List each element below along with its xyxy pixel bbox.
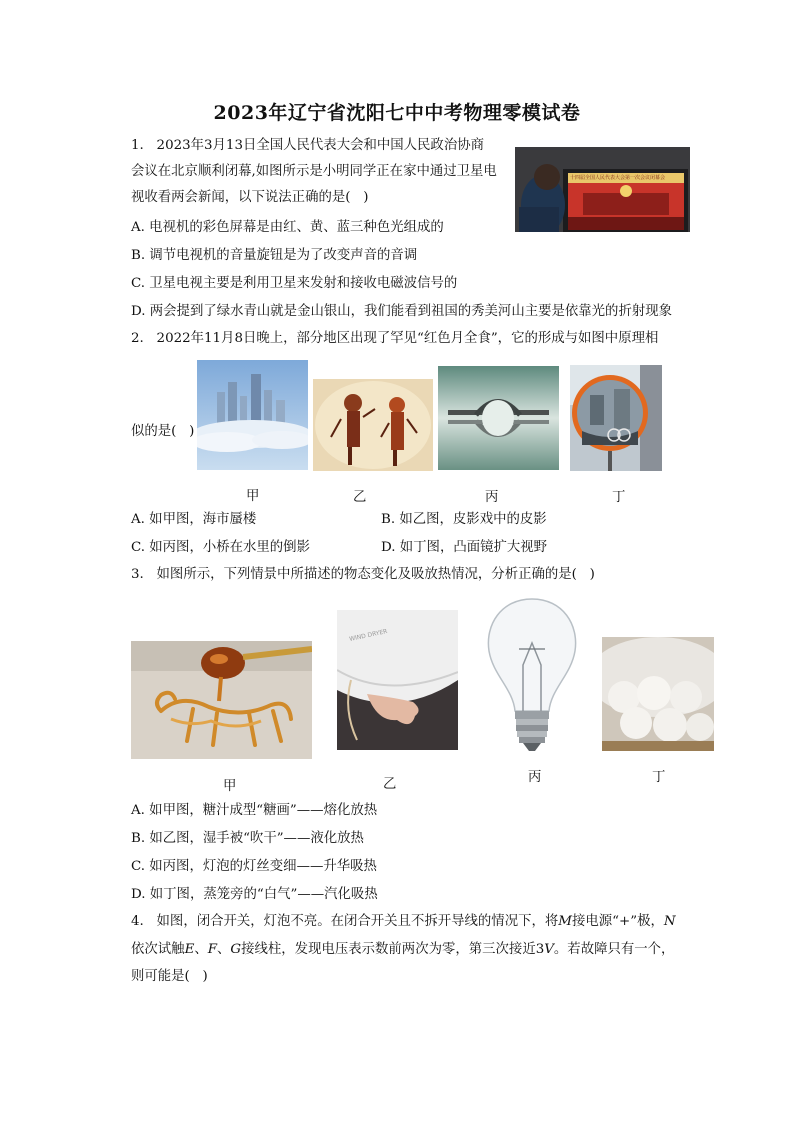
q4-var-n: N xyxy=(663,914,676,929)
bridge-reflection-photo xyxy=(438,366,559,470)
sugar-painting-photo xyxy=(131,641,312,759)
shadow-puppet-photo xyxy=(313,379,433,471)
q4-stem-line-1 xyxy=(131,913,676,931)
dryer-label: WIND DRYER xyxy=(348,628,389,643)
q2-caption-ding: 丁 xyxy=(612,490,626,505)
hand-dryer-photo xyxy=(337,610,458,750)
q4-sep-1: 、 xyxy=(194,942,208,957)
q3-caption-jia: 甲 xyxy=(223,779,237,794)
q2-option-a: A. 如甲图，海市蜃楼 xyxy=(131,512,257,527)
convex-mirror-photo xyxy=(570,365,662,471)
q1-stem-line-2: 会议在北京顺利闭幕,如图所示是小明同学正在家中通过卫星电 xyxy=(131,164,497,179)
q3-option-a: A. 如甲图，糖汁成型“糖画”——熔化放热 xyxy=(131,803,378,818)
q4-stem-line-3: 则可能是( ) xyxy=(131,969,208,984)
q4-text-2b: 接线柱，发现电压表示数前两次为零，第三次接近3 xyxy=(241,942,545,957)
q2-caption-jia: 甲 xyxy=(246,489,260,504)
q2-option-b: B. 如乙图，皮影戏中的皮影 xyxy=(381,512,547,527)
q1-stem-line-1: 1. 2023年3月13日全国人民代表大会和中国人民政治协商 xyxy=(131,138,484,153)
q1-option-b: B. 调节电视机的音量旋钮是为了改变声音的音调 xyxy=(131,248,418,263)
q4-sep-2: 、 xyxy=(217,942,231,957)
q3-option-b: B. 如乙图，湿手被“吹干”——液化放热 xyxy=(131,831,364,846)
tv-banner-text: 十四届全国人民代表大会第一次会议闭幕会 xyxy=(570,175,666,181)
q4-var-f: F xyxy=(207,942,218,957)
q2-caption-bing: 丙 xyxy=(485,490,499,505)
q2-option-d: D. 如丁图，凸面镜扩大视野 xyxy=(381,540,548,555)
tv-watching-photo xyxy=(515,147,690,232)
q4-var-e: E xyxy=(184,942,195,957)
steamer-buns-photo xyxy=(602,637,714,751)
q4-text-2c: 。若故障只有一个， xyxy=(553,942,675,957)
q4-text-1b: 接电源“+”极， xyxy=(571,914,664,929)
q4-unit-v: V xyxy=(544,942,554,957)
mirage-photo xyxy=(197,360,308,470)
q3-option-c: C. 如丙图，灯泡的灯丝变细——升华吸热 xyxy=(131,859,377,874)
q2-stem-line-2: 似的是( ) xyxy=(131,424,195,439)
q3-stem-line-1: 3. 如图所示，下列情景中所描述的物态变化及吸放热情况，分析正确的是( ) xyxy=(131,567,595,582)
q4-var-m: M xyxy=(558,914,572,929)
q3-caption-bing: 丙 xyxy=(528,770,542,785)
q2-stem-line-1: 2. 2022年11月8日晚上，部分地区出现了罕见“红色月全食”，它的形成与如图中原理相 xyxy=(131,331,659,346)
q4-text-1a: 4. 如图，闭合开关，灯泡不亮。在闭合开关且不拆开导线的情况下，将 xyxy=(131,914,559,929)
q4-text-2a: 依次试触 xyxy=(131,942,185,957)
q4-stem-line-2 xyxy=(131,941,674,959)
q2-option-c: C. 如丙图，小桥在水里的倒影 xyxy=(131,540,310,555)
q1-stem-line-3: 视收看两会新闻，以下说法正确的是( ) xyxy=(131,190,369,205)
q2-caption-yi: 乙 xyxy=(353,490,367,505)
light-bulb-photo xyxy=(479,595,585,755)
q3-caption-ding: 丁 xyxy=(652,770,666,785)
q4-var-g: G xyxy=(230,942,242,957)
q1-option-c: C. 卫星电视主要是利用卫星来发射和接收电磁波信号的 xyxy=(131,276,458,291)
q3-caption-yi: 乙 xyxy=(383,777,397,792)
page-title: 2023年辽宁省沈阳七中中考物理零模试卷 xyxy=(213,102,581,124)
q3-option-d: D. 如丁图，蒸笼旁的“白气”——汽化吸热 xyxy=(131,887,378,902)
q1-option-d: D. 两会提到了绿水青山就是金山银山，我们能看到祖国的秀美河山主要是依靠光的折射现象 xyxy=(131,304,673,319)
q1-option-a: A. 电视机的彩色屏幕是由红、黄、蓝三种色光组成的 xyxy=(131,220,444,235)
